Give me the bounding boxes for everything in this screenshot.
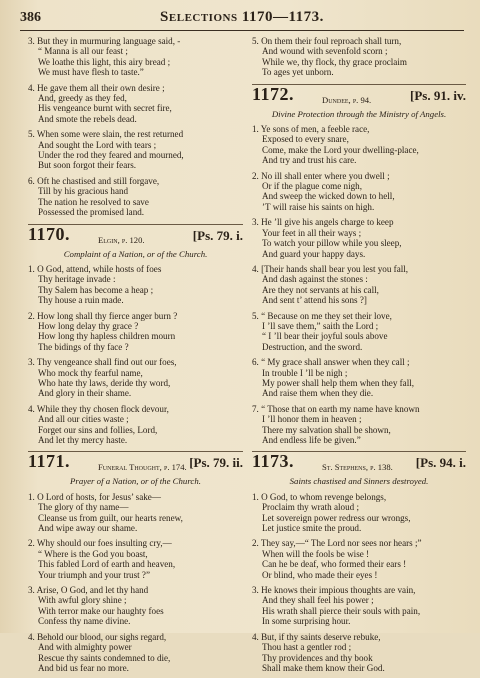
verse-line: And dash against the stones :	[262, 274, 368, 285]
verse-line: This fabled Lord of earth and heaven,	[38, 559, 176, 570]
verse-line: The glory of thy name—	[38, 502, 129, 513]
stanza	[28, 357, 243, 399]
verse-line: And bid us fear no more.	[38, 662, 129, 673]
verse-line: 2. How long shall thy fierce anger burn ?	[28, 310, 178, 321]
verse-line: Your feet in all their ways ;	[262, 227, 362, 238]
stanza	[28, 129, 243, 171]
stanza	[252, 585, 466, 627]
verse-line: And try and trust his care.	[262, 155, 357, 166]
stanza	[252, 217, 466, 259]
right-column	[252, 36, 466, 678]
verse-line: Thou hast a gentler rod ;	[262, 642, 352, 653]
hymn-subtitle: Saints chastised and Sinners destroyed.	[289, 476, 429, 487]
verse-line: Let justice smite the proud.	[262, 523, 362, 534]
stanza	[252, 124, 466, 166]
stanza	[252, 357, 466, 399]
psalm-reference: [Ps. 94. i.	[415, 455, 466, 471]
verse-line: And smote the rebels dead.	[38, 113, 137, 124]
verse-line: Till by his gracious hand	[38, 186, 129, 197]
verse-line: 4. He gave them all their own desire ;	[28, 82, 165, 93]
hymn-number: 1171.	[28, 451, 71, 472]
hymn-1172-heading	[252, 83, 466, 109]
verse-line: With awful glory shine ;	[38, 595, 127, 606]
verse-line: Are they not servants at his call,	[262, 284, 379, 295]
continued-stanzas	[252, 36, 466, 78]
hymn-subtitle: Divine Protection through the Ministry of Angels.	[271, 108, 447, 119]
verse-line: 3. He ’ll give his angels charge to keep	[252, 217, 394, 228]
verse-line: I ’ll honor them in heaven ;	[262, 414, 362, 425]
verse-line: Rescue thy saints condemned to die,	[38, 652, 171, 663]
verse-line: Who hate thy laws, deride thy word,	[38, 377, 171, 388]
verse-line: 5. “ Because on me they set their love,	[252, 310, 392, 321]
header-rule	[20, 30, 464, 31]
hymn-1171-heading	[28, 451, 243, 476]
verse-line: How long thy hapless children mourn	[38, 331, 176, 342]
tune-name: Funeral Thought, p. 174.	[98, 462, 187, 473]
verse-line: We must have flesh to taste.”	[38, 67, 144, 78]
hymn-1173-heading	[252, 451, 466, 476]
verse-line: And let thy mercy haste.	[38, 435, 128, 445]
stanza	[252, 171, 466, 213]
verse-line: 3. Thy vengeance shall find out our foes,	[28, 357, 177, 368]
verse-line: And glory in their shame.	[38, 388, 132, 399]
verse-line: To ages yet unborn.	[262, 67, 334, 78]
verse-line: And with almighty power	[38, 642, 132, 653]
verse-line: 2. No ill shall enter where you dwell ;	[252, 170, 390, 181]
verse-line: Thy house a ruin made.	[38, 295, 124, 306]
hymn-1170-stanzas	[28, 264, 243, 446]
stanza	[28, 311, 243, 353]
verse-line: 1. O God, attend, while hosts of foes	[28, 263, 162, 274]
verse-line: Thy providences and thy book	[262, 652, 373, 663]
verse-line: 2. They say,—“ The Lord nor sees nor hears ;”	[252, 538, 422, 549]
verse-line: To watch your pillow while you sleep,	[262, 238, 402, 249]
hymn-1173-stanzas	[252, 492, 466, 674]
verse-line: 6. Oft he chastised and still forgave,	[28, 175, 160, 186]
verse-line: 3. But they in murmuring language said, -	[28, 36, 181, 46]
hymn-1171-stanzas	[28, 492, 243, 674]
tune-name: Dundee, p. 94.	[322, 94, 372, 105]
verse-line: And wipe away our shame.	[38, 523, 138, 534]
verse-line: But soon forgot their fears.	[38, 160, 137, 171]
continued-stanzas	[28, 36, 243, 218]
stanza	[252, 492, 466, 534]
psalm-reference: [Ps. 79. ii.	[189, 455, 243, 471]
stanza	[28, 36, 243, 78]
verse-line: Possessed the promised land.	[38, 207, 145, 218]
verse-line: Or if the plague come nigh,	[262, 181, 363, 192]
verse-line: 4. Behold our blood, our sighs regard,	[28, 631, 167, 642]
verse-line: The nation he resolved to save	[38, 196, 149, 207]
verse-line: 5. When some were slain, the rest returned	[28, 129, 184, 140]
verse-line: 7. “ Those that on earth my name have known	[252, 403, 420, 414]
verse-line: 3. He knows their impious thoughts are vain,	[252, 585, 416, 596]
verse-line: 5. On them their foul reproach shall turn,	[252, 36, 402, 46]
verse-line: “ Where is the God you boast,	[38, 548, 148, 559]
verse-line: Thy heritage invade :	[38, 274, 116, 285]
verse-line: There my salvation shall be shown,	[262, 424, 391, 435]
hymn-1172-stanzas	[252, 124, 466, 445]
hymn-subtitle: Complaint of a Nation, or of the Church.	[63, 248, 208, 259]
stanza	[28, 492, 243, 534]
hymn-number: 1170.	[28, 223, 71, 244]
verse-line: And wound with sevenfold scorn ;	[262, 46, 388, 57]
stanza	[252, 538, 466, 580]
hymn-number: 1172.	[252, 83, 295, 104]
verse-line: 1. O Lord of hosts, for Jesus’ sake—	[28, 491, 161, 502]
verse-line: Forget our sins and follies, Lord,	[38, 424, 158, 435]
verse-line: 4. While they thy chosen flock devour,	[28, 403, 169, 414]
verse-line: And all our cities waste ;	[38, 414, 129, 425]
verse-line: And sweep the wicked down to hell,	[262, 191, 395, 202]
verse-line: In some surprising hour.	[262, 616, 351, 627]
verse-line: His wrath shall pierce their souls with pain,	[262, 605, 421, 616]
stanza	[28, 632, 243, 674]
verse-line: We loathe this light, this airy bread ;	[38, 56, 171, 67]
verse-line: When will the fools be wise !	[262, 548, 370, 559]
running-title: Selections 1170—1173.	[160, 9, 324, 25]
verse-line: Exposed to every snare,	[262, 134, 349, 145]
verse-line: Thy Salem has become a heap ;	[38, 284, 154, 295]
verse-line: I ’ll save them,” saith the Lord ;	[262, 320, 379, 331]
verse-line: 1. O God, to whom revenge belongs,	[252, 491, 387, 502]
stanza	[252, 632, 466, 674]
tune-name: Elgin, p. 120.	[98, 234, 145, 245]
verse-line: The bidings of thy face ?	[38, 341, 129, 352]
stanza	[28, 176, 243, 218]
hymn-1170-heading	[28, 223, 243, 249]
verse-line: 3. Arise, O God, and let thy hand	[28, 585, 149, 596]
verse-line: My power shall help them when they fall,	[262, 377, 415, 388]
stanza	[28, 538, 243, 580]
stanza	[28, 83, 243, 125]
verse-line: In trouble I ’ll be nigh ;	[262, 367, 348, 378]
verse-line: 1. Ye sons of men, a feeble race,	[252, 124, 370, 135]
verse-line: While we, thy flock, thy grace proclaim	[262, 56, 407, 67]
verse-line: Proclaim thy wrath aloud ;	[262, 502, 359, 513]
verse-line: Confess thy name divine.	[38, 616, 131, 627]
verse-line: His vengeance burnt with secret fire,	[38, 103, 172, 114]
verse-line: “ Manna is all our feast ;	[38, 46, 128, 57]
verse-line: Can he be deaf, who formed their ears !	[262, 559, 407, 570]
verse-line: Under the rod they feared and mourned,	[38, 150, 184, 161]
verse-line: How long delay thy grace ?	[38, 320, 139, 331]
stanza	[28, 264, 243, 306]
verse-line: And endless life be given.”	[262, 435, 361, 445]
verse-line: Shall make them know their God.	[262, 662, 385, 673]
verse-line: 2. Why should our foes insulting cry,—	[28, 538, 172, 549]
stanza	[252, 264, 466, 306]
stanza	[252, 311, 466, 353]
verse-line: Your triumph and your trust ?”	[38, 569, 150, 580]
stanza	[252, 404, 466, 446]
hymn-subtitle: Prayer of a Nation, or of the Church.	[70, 476, 201, 487]
page-number: 386	[20, 10, 41, 25]
verse-line: And guard your happy days.	[262, 248, 366, 259]
hymn-number: 1173.	[252, 451, 295, 472]
verse-line: With terror make our haughty foes	[38, 605, 164, 616]
verse-line: Destruction, and the sword.	[262, 341, 363, 352]
left-column	[28, 36, 243, 678]
tune-name: St. Stephens, p. 138.	[322, 462, 393, 473]
verse-line: And, greedy as they fed,	[38, 93, 127, 104]
verse-line: And sent t’ attend his sons ?]	[262, 295, 367, 306]
psalm-reference: [Ps. 91. iv.	[410, 87, 466, 103]
verse-line: 6. “ My grace shall answer when they call ;	[252, 357, 410, 368]
stanza	[28, 404, 243, 446]
verse-line: Who mock thy fearful name,	[38, 367, 143, 378]
verse-line: And sought the Lord with tears ;	[38, 139, 157, 150]
verse-line: “ I ’ll bear their joyful souls above	[262, 331, 388, 342]
verse-line: Or blind, who made their eyes !	[262, 569, 378, 580]
psalm-reference: [Ps. 79. i.	[192, 227, 243, 243]
verse-line: 4. But, if thy saints deserve rebuke,	[252, 631, 381, 642]
verse-line: ’T will raise his saints on high.	[262, 201, 375, 212]
verse-line: 4. [Their hands shall bear you lest you fall,	[252, 263, 409, 274]
verse-line: And raise them when they die.	[262, 388, 374, 399]
verse-line: Cleanse us from guilt, our hearts renew,	[38, 512, 183, 523]
verse-line: Let sovereign power redress our wrongs,	[262, 512, 411, 523]
stanza	[28, 585, 243, 627]
verse-line: And they shall feel his power ;	[262, 595, 374, 606]
page-header	[20, 6, 464, 28]
verse-line: Come, make the Lord your dwelling-place,	[262, 144, 419, 155]
stanza	[252, 36, 466, 78]
